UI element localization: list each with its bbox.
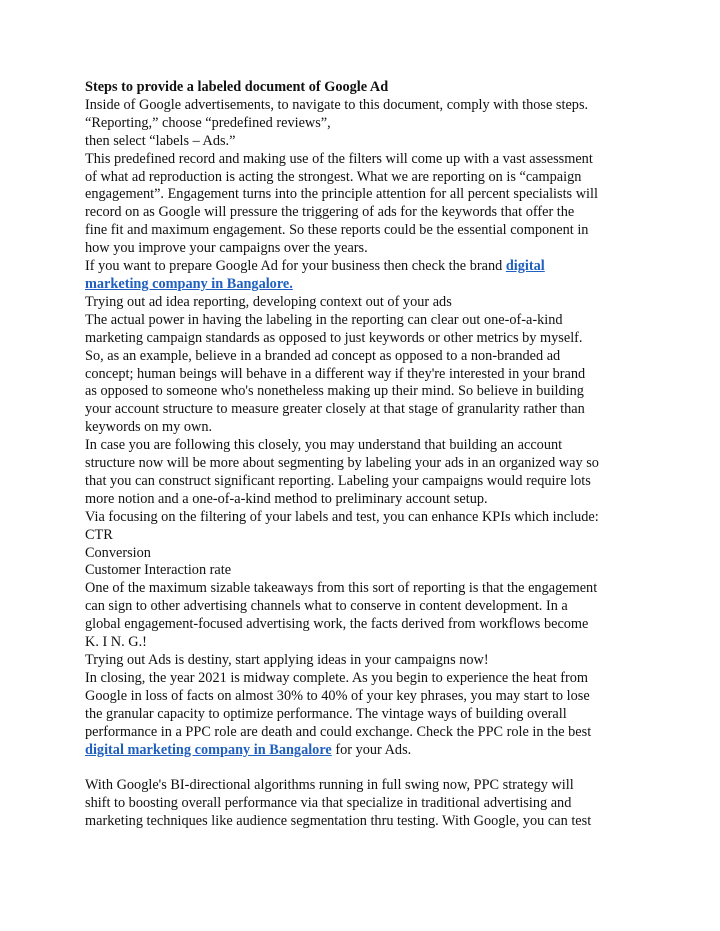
text-line: as opposed to someone who's nonetheless making up their mind. So believe in building [85, 383, 584, 400]
closing-line [85, 742, 641, 760]
text-line: Trying out ad idea reporting, developing context out of your ads [85, 293, 452, 310]
text-line: of what ad reproduction is acting the strongest. What we are reporting on is “campaign [85, 168, 582, 185]
text-line: K. I N. G.! [85, 634, 147, 651]
text-line: In case you are following this closely, you may understand that building an account [85, 437, 563, 454]
text-line: can sign to other advertising channels what to conserve in content development. In a [85, 598, 568, 615]
text-line: global engagement-focused advertising work, the facts derived from workflows become [85, 616, 589, 633]
text-line: One of the maximum sizable takeaways from this sort of reporting is that the engagement [85, 580, 598, 597]
text-line: Google in loss of facts on almost 30% to 40% of your key phrases, you may start to lose [85, 687, 590, 704]
paragraph-body [85, 294, 641, 742]
paragraph-intro [85, 97, 641, 258]
text-line: how you improve your campaigns over the years. [85, 240, 368, 257]
text-line: concept; human beings will behave in a different way if they're interested in your brand [85, 365, 586, 382]
brand-link[interactable]: digital [505, 258, 545, 275]
brand-line [85, 258, 641, 276]
text-line: more notion and a one-of-a-kind method to preliminary account setup. [85, 490, 488, 507]
text-line: Via focusing on the filtering of your labels and test, you can enhance KPIs which include: [85, 508, 599, 525]
brand-line-prefix: If you want to prepare Google Ad for your business then check the brand [85, 258, 506, 275]
text-line: record on as Google will pressure the triggering of ads for the keywords that offer the [85, 204, 575, 221]
text-line: performance in a PPC role are death and could exchange. Check the PPC role in the best [85, 723, 592, 740]
text-line: shift to boosting overall performance via that specialize in traditional advertising and [85, 795, 572, 812]
paragraph-final [85, 777, 641, 831]
text-line: structure now will be more about segmenting by labeling your ads in an organized way so [85, 455, 599, 472]
paragraph-gap [85, 759, 641, 777]
text-line: then select “labels – Ads.” [85, 132, 236, 149]
kpi-item: Conversion [85, 544, 151, 561]
text-line: that you can construct significant reporting. Labeling your campaigns would require lots [85, 472, 591, 489]
text-line: This predefined record and making use of the filters will come up with a vast assessment [85, 150, 593, 167]
kpi-item: CTR [85, 526, 113, 543]
closing-suffix: for your Ads. [331, 741, 412, 758]
text-line: fine fit and maximum engagement. So these reports could be the essential component in [85, 222, 589, 239]
document-page [85, 79, 641, 831]
text-line: marketing techniques like audience segmentation thru testing. With Google, you can test [85, 813, 592, 830]
text-line: In closing, the year 2021 is midway complete. As you begin to experience the heat from [85, 669, 589, 686]
brand-link-continued[interactable]: marketing company in Bangalore. [85, 275, 293, 292]
text-line: your account structure to measure greater closely at that stage of granularity rather than [85, 401, 585, 418]
text-line: the granular capacity to optimize performance. The vintage ways of building overall [85, 705, 567, 722]
text-line: keywords on my own. [85, 419, 213, 436]
text-line: So, as an example, believe in a branded ad concept as opposed to a non-branded ad [85, 347, 561, 364]
closing-link[interactable]: digital marketing company in Bangalore [85, 741, 332, 758]
document-heading: Steps to provide a labeled document of Google Ad [85, 79, 389, 95]
text-line: With Google's BI-directional algorithms running in full swing now, PPC strategy will [85, 777, 574, 794]
text-line: engagement”. Engagement turns into the principle attention for all percent specialists will [85, 186, 598, 203]
text-line: The actual power in having the labeling in the reporting can clear out one-of-a-kind [85, 311, 563, 328]
text-line: marketing campaign standards as opposed to just keywords or other metrics by myself. [85, 329, 583, 346]
text-line: “Reporting,” choose “predefined reviews”, [85, 114, 331, 131]
brand-line-continued [85, 276, 641, 294]
kpi-item: Customer Interaction rate [85, 562, 232, 579]
text-line: Inside of Google advertisements, to navigate to this document, comply with those steps. [85, 96, 589, 113]
text-line: Trying out Ads is destiny, start applying ideas in your campaigns now! [85, 652, 489, 668]
